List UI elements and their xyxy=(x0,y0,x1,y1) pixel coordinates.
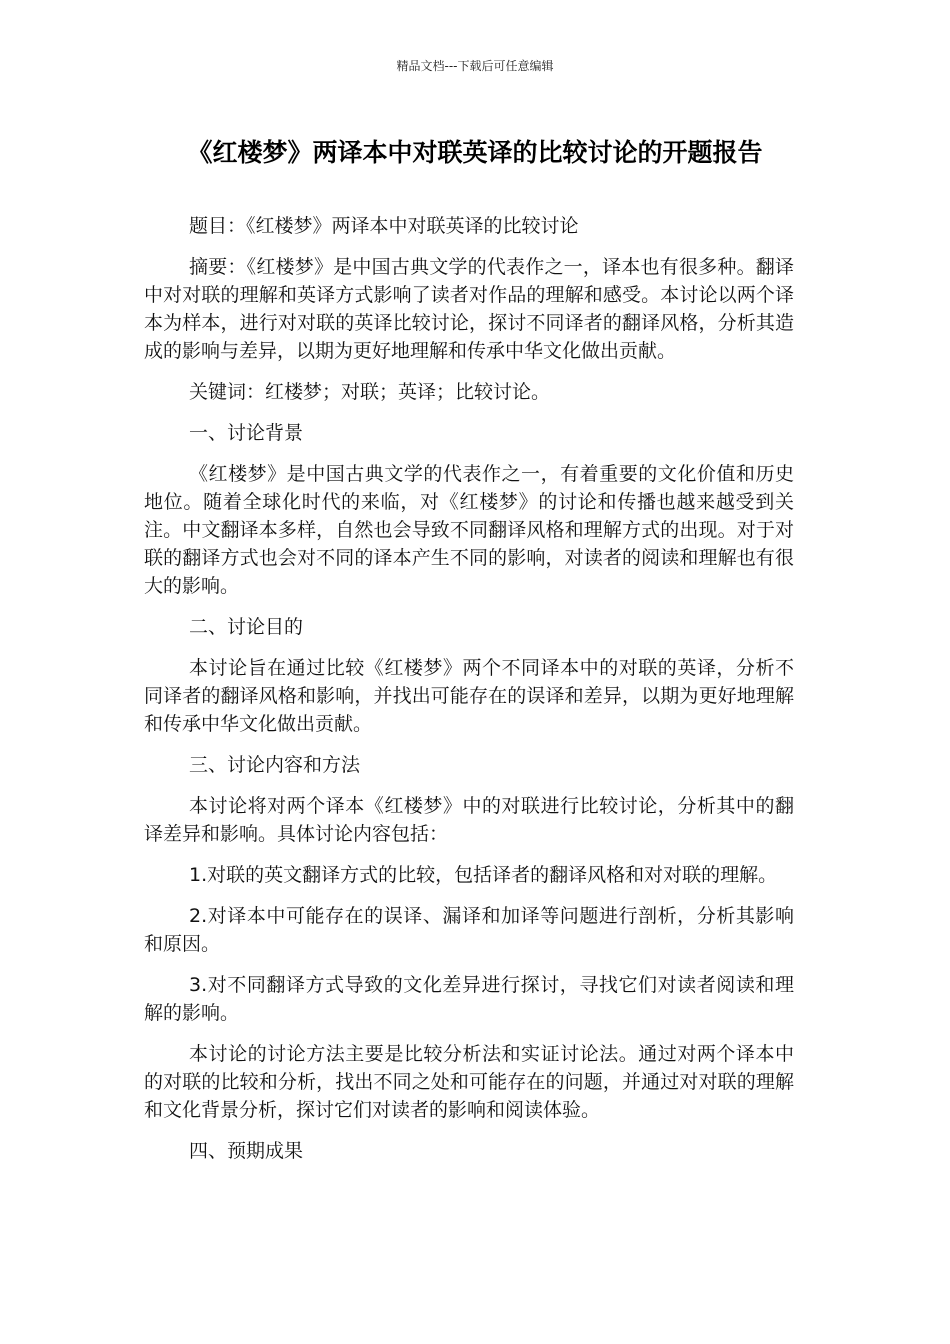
abstract-paragraph: 摘要：《红楼梦》是中国古典文学的代表作之一，译本也有很多种。翻译中对对联的理解和英译方式影响了读者对作品的理解和感受。本讨论以两个译本为样本，进行对对联的英译比较讨论，探讨不同译者的翻译风格，分析其造成的影响与差异，以期为更好地理解和传承中华文化做出贡献。 xyxy=(144,256,794,362)
content-intro-paragraph: 本讨论将对两个译本《红楼梦》中的对联进行比较讨论，分析其中的翻译差异和影响。具体讨论内容包括： xyxy=(144,795,794,845)
section-heading-background: 一、讨论背景 xyxy=(189,422,304,444)
header-note: 精品文档---下载后可任意编辑 xyxy=(396,59,554,73)
method-paragraph: 本讨论的讨论方法主要是比较分析法和实证讨论法。通过对两个译本中的对联的比较和分析，找出不同之处和可能存在的问题，并通过对对联的理解和文化背景分析，探讨它们对读者的影响和阅读体验。 xyxy=(144,1043,794,1121)
document-body xyxy=(144,212,794,1178)
topic-line: 题目：《红楼梦》两译本中对联英译的比较讨论 xyxy=(189,215,579,237)
document-title: 《红楼梦》两译本中对联英译的比较讨论的开题报告 xyxy=(187,138,763,167)
section-heading-purpose: 二、讨论目的 xyxy=(189,616,304,638)
content-item-2: 2.对译本中可能存在的误译、漏译和加译等问题进行剖析，分析其影响和原因。 xyxy=(144,905,794,955)
purpose-paragraph: 本讨论旨在通过比较《红楼梦》两个不同译本中的对联的英译，分析不同译者的翻译风格和影响，并找出可能存在的误译和差异，以期为更好地理解和传承中华文化做出贡献。 xyxy=(144,657,794,735)
keywords-line: 关键词：红楼梦；对联；英译；比较讨论。 xyxy=(189,381,551,403)
section-heading-expected-results: 四、预期成果 xyxy=(189,1140,304,1162)
content-item-1: 1.对联的英文翻译方式的比较，包括译者的翻译风格和对对联的理解。 xyxy=(189,864,778,886)
background-paragraph: 《红楼梦》是中国古典文学的代表作之一，有着重要的文化价值和历史地位。随着全球化时代的来临，对《红楼梦》的讨论和传播也越来越受到关注。中文翻译本多样，自然也会导致不同翻译风格和理解方式的出现。对于对联的翻译方式也会对不同的译本产生不同的影响，对读者的阅读和理解也有很大的影响。 xyxy=(144,463,794,597)
content-item-3: 3.对不同翻译方式导致的文化差异进行探讨，寻找它们对读者阅读和理解的影响。 xyxy=(144,974,794,1024)
section-heading-content-method: 三、讨论内容和方法 xyxy=(189,754,361,776)
